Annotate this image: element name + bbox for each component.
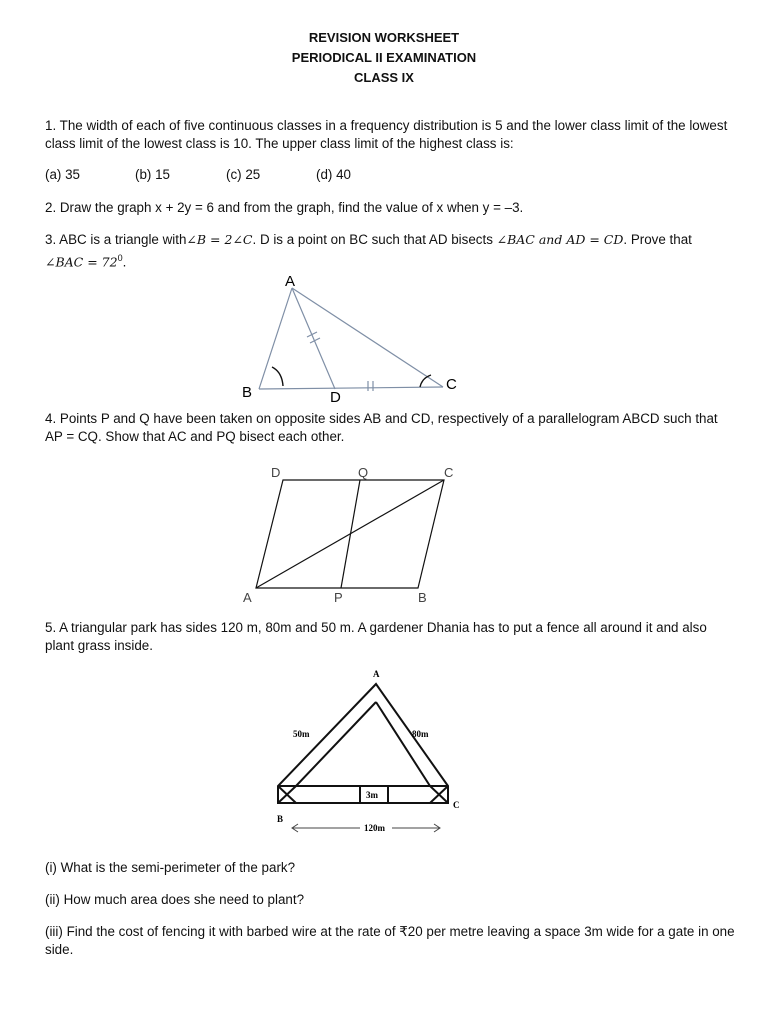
q3-text-3: . Prove that bbox=[623, 232, 692, 247]
parallelogram-label-b: B bbox=[418, 590, 427, 605]
q1-option-d: (d) 40 bbox=[316, 167, 351, 182]
park-label-base: 120m bbox=[364, 823, 385, 833]
q3-math-2: ∠BAC and AD = CD bbox=[496, 232, 624, 247]
triangle-label-a: A bbox=[285, 273, 296, 290]
q5-sub-question-3: (iii) Find the cost of fencing it with barbed wire at the rate of ₹20 per metre leaving a space 3m wide for a gate in one side. bbox=[45, 924, 735, 957]
question-5-text: 5. A triangular park has sides 120 m, 80m and 50 m. A gardener Dhania has to put a fence all around it and also plant grass inside. bbox=[45, 620, 707, 653]
parallelogram-label-d: D bbox=[271, 465, 281, 480]
header-class: CLASS IX bbox=[354, 70, 414, 85]
triangle-label-d: D bbox=[330, 389, 341, 406]
parallelogram-label-a: A bbox=[243, 590, 252, 605]
q1-option-a: (a) 35 bbox=[45, 167, 80, 182]
header-exam: PERIODICAL II EXAMINATION bbox=[291, 50, 477, 65]
q3-math-1: ∠B = 2∠C bbox=[186, 232, 253, 247]
park-label-gate: 3m bbox=[366, 790, 378, 800]
parallelogram-label-q: Q bbox=[358, 465, 369, 480]
q5-sub-question-2: (ii) How much area does she need to plant? bbox=[45, 892, 305, 907]
question-2-text: 2. Draw the graph x + 2y = 6 and from the graph, find the value of x when y = –3. bbox=[45, 200, 524, 215]
q3-text-1: 3. ABC is a triangle with bbox=[45, 232, 187, 247]
question-1-text: 1. The width of each of five continuous classes in a frequency distribution is 5 and the lower class limit of the lowest class limit of the lowest class is 10. The upper class limit of the highest class is: bbox=[45, 118, 728, 151]
q1-option-c: (c) 25 bbox=[226, 167, 261, 182]
q3-degree: 0 bbox=[117, 253, 123, 263]
park-label-right-side: 80m bbox=[412, 729, 429, 739]
triangle-label-c: C bbox=[446, 376, 457, 393]
q1-option-b: (b) 15 bbox=[135, 167, 170, 182]
park-label-left-side: 50m bbox=[293, 729, 310, 739]
question-4-text: 4. Points P and Q have been taken on opposite sides AB and CD, respectively of a parallelogram ABCD such that AP = CQ. Show that AC and PQ bisect each other. bbox=[45, 411, 718, 444]
triangle-label-b: B bbox=[242, 384, 253, 401]
park-label-a: A bbox=[373, 669, 380, 679]
q5-sub-question-1: (i) What is the semi-perimeter of the park? bbox=[45, 860, 296, 875]
header-title: REVISION WORKSHEET bbox=[308, 30, 460, 45]
q3-text-4: . bbox=[122, 254, 127, 270]
parallelogram-label-c: C bbox=[444, 465, 454, 480]
park-label-b: B bbox=[277, 814, 284, 824]
q3-math-3: ∠BAC = 72 bbox=[45, 254, 118, 270]
q3-text-2: . D is a point on BC such that AD bisects bbox=[252, 232, 497, 247]
park-label-c: C bbox=[453, 800, 460, 810]
parallelogram-label-p: P bbox=[334, 590, 343, 605]
